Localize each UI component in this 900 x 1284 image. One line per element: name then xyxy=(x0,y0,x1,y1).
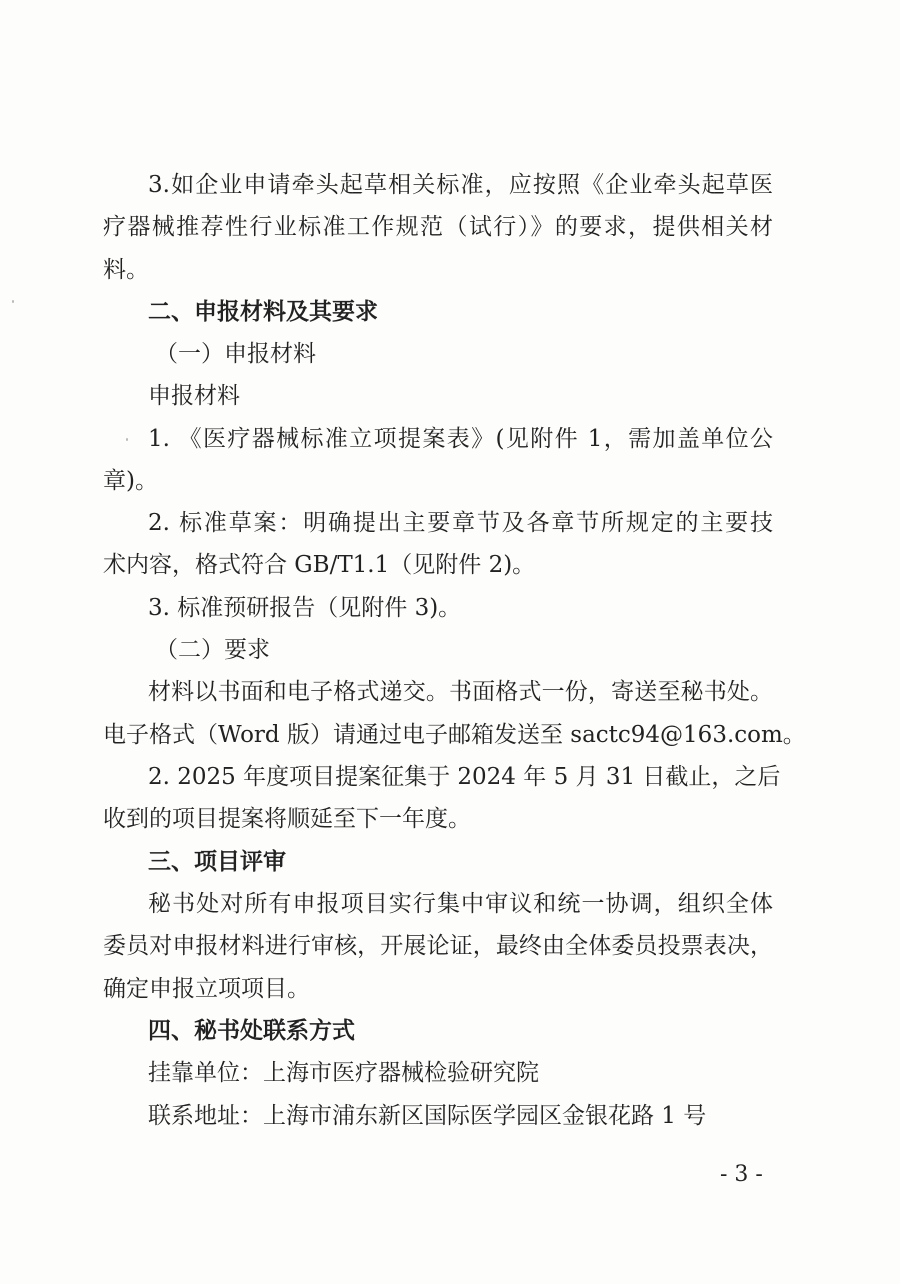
list-item: 2. 标准草案：明确提出主要章节及各章节所规定的主要技 xyxy=(148,510,773,536)
scan-speck xyxy=(12,300,14,303)
list-item: 3. 标准预研报告（见附件 3)。 xyxy=(148,595,462,621)
paragraph-line: 料。 xyxy=(103,257,149,283)
subsection-heading: （二）要求 xyxy=(155,637,270,663)
section-heading: 二、申报材料及其要求 xyxy=(148,299,378,325)
list-item: 1. 《医疗器械标准立项提案表》(见附件 1，需加盖单位公 xyxy=(148,426,773,452)
list-item-continuation: 章)。 xyxy=(103,468,158,494)
paragraph-line: 收到的项目提案将顺延至下一年度。 xyxy=(103,806,471,832)
paragraph-line: 2. 2025 年度项目提案征集于 2024 年 5 月 31 日截止，之后 xyxy=(148,764,781,790)
section-heading: 三、项目评审 xyxy=(148,849,286,875)
paragraph-line: 确定申报立项项目。 xyxy=(103,976,310,1002)
paragraph-line: 电子格式（Word 版）请通过电子邮箱发送至 sactc94@163.com。 xyxy=(103,722,806,748)
paragraph-line: 材料以书面和电子格式递交。书面格式一份，寄送至秘书处。 xyxy=(148,679,773,705)
subsection-heading: （一）申报材料 xyxy=(155,341,316,367)
list-item-continuation: 术内容，格式符合 GB/T1.1（见附件 2)。 xyxy=(103,552,536,578)
paragraph-line: 秘书处对所有申报项目实行集中审议和统一协调，组织全体 xyxy=(148,891,773,917)
paragraph-line: 委员对申报材料进行审核，开展论证，最终由全体委员投票表决， xyxy=(103,933,773,959)
page-number: - 3 - xyxy=(720,1162,763,1187)
section-heading: 四、秘书处联系方式 xyxy=(148,1018,355,1044)
contact-address: 联系地址：上海市浦东新区国际医学园区金银花路 1 号 xyxy=(148,1103,707,1129)
scan-speck xyxy=(126,438,128,441)
paragraph-line: 3.如企业申请牵头起草相关标准，应按照《企业牵头起草医 xyxy=(148,172,773,198)
contact-unit: 挂靠单位：上海市医疗器械检验研究院 xyxy=(148,1060,539,1086)
paragraph-line: 申报材料 xyxy=(148,383,240,409)
paragraph-line: 疗器械推荐性行业标准工作规范（试行）》的要求，提供相关材 xyxy=(103,214,773,240)
